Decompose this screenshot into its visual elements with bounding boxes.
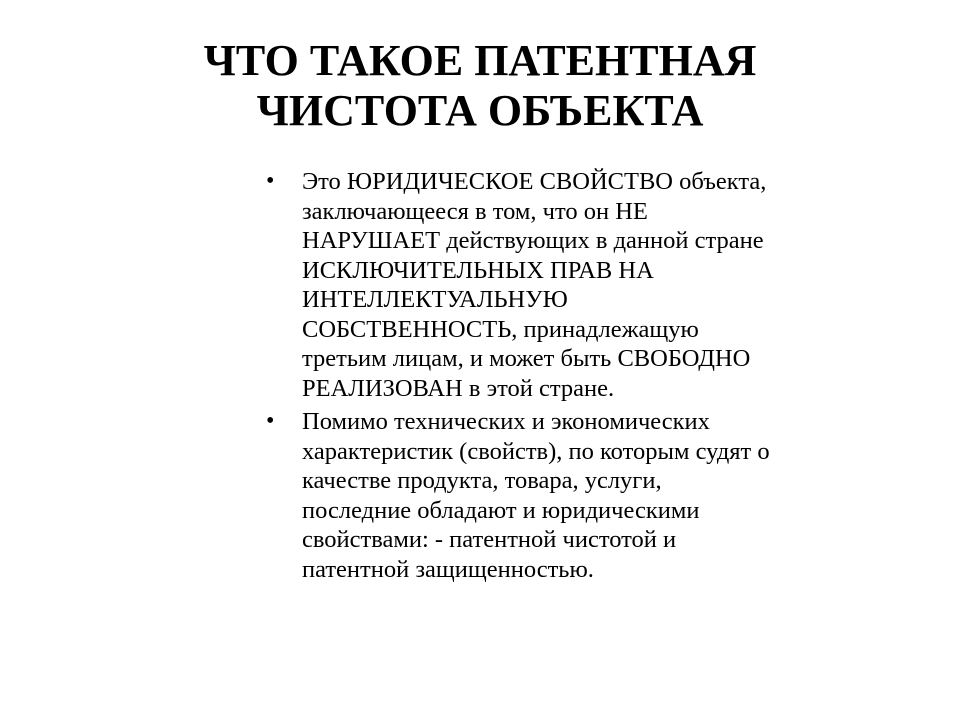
bullet-item-2 (262, 407, 912, 584)
bullet-2-line: свойствами: - патентной чистотой и (302, 526, 677, 553)
bullet-1-line: РЕАЛИЗОВАН в этой стране. (302, 374, 615, 402)
bullet-1-line: СОБСТВЕННОСТЬ, принадлежащую (302, 315, 699, 343)
bullet-2-line: характеристик (свойств), по которым судят о (302, 437, 770, 465)
bullet-point-icon: • (266, 168, 275, 194)
title-line-2: ЧИСТОТА ОБЪЕКТА (256, 86, 704, 135)
bullet-text-1 (302, 167, 922, 403)
bullet-2-line: последние обладают и юридическими (302, 496, 700, 524)
bullet-1-line: НАРУШАЕТ действующих в данной стране (302, 227, 764, 254)
title-line-1: ЧТО ТАКОЕ ПАТЕНТНАЯ (203, 36, 757, 85)
bullet-text-2 (302, 407, 922, 584)
bullet-2-line: качестве продукта, товара, услуги, (302, 467, 662, 494)
bullet-2-line: Помимо технических и экономических (302, 408, 710, 435)
bullet-1-line: Это ЮРИДИЧЕСКОЕ СВОЙСТВО объекта, (302, 168, 767, 195)
bullet-1-line: ИСКЛЮЧИТЕЛЬНЫХ ПРАВ НА (302, 256, 654, 284)
bullet-1-line: третьим лицам, и может быть СВОБОДНО (302, 345, 751, 372)
bullet-2-line: патентной защищенностью. (302, 555, 594, 583)
bullet-item-1 (262, 167, 912, 403)
bullet-1-line: заключающееся в том, что он НЕ (302, 197, 648, 225)
bullet-list (262, 167, 912, 588)
slide-title (130, 36, 830, 136)
bullet-point-icon: • (266, 408, 275, 434)
bullet-1-line: ИНТЕЛЛЕКТУАЛЬНУЮ (302, 286, 568, 313)
